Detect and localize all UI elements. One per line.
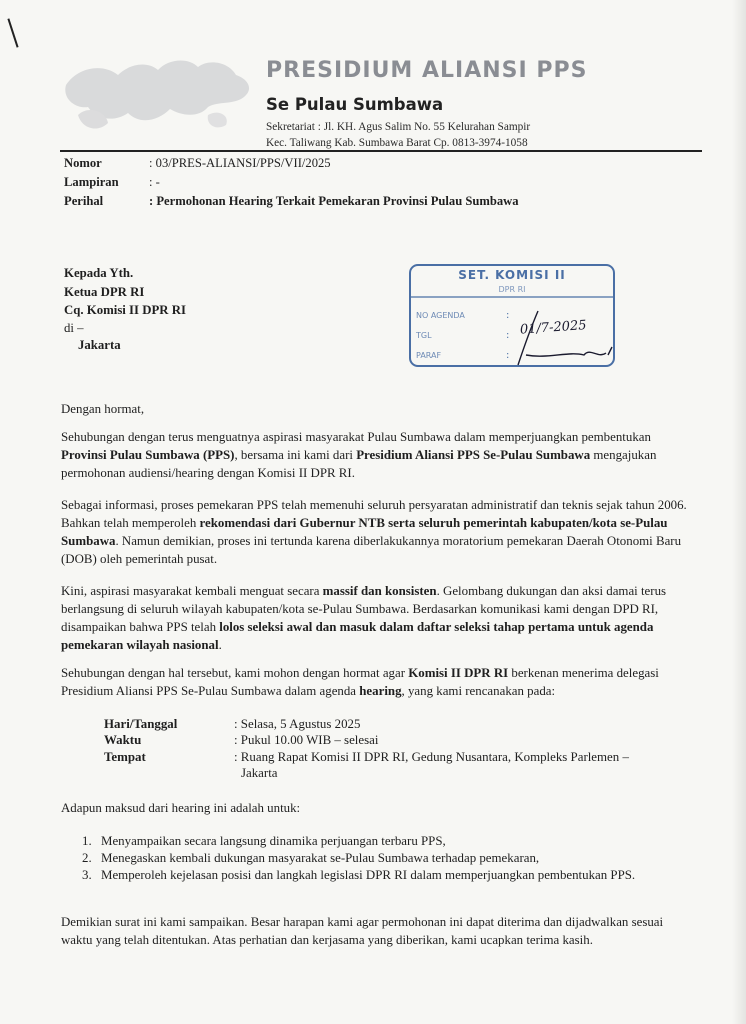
paragraph-1 (61, 428, 689, 482)
recipient-line-5: Jakarta (78, 338, 121, 352)
p3-text-e: . (218, 638, 222, 652)
time-label: Waktu (104, 733, 142, 747)
perihal-value: : Permohonan Hearing Terkait Pemekaran Provinsi Pulau Sumbawa (149, 194, 519, 208)
p4-text-e: , yang kami rencanakan pada: (401, 684, 556, 698)
p3-text-a: Kini, aspirasi masyarakat kembali menguat secara (61, 584, 323, 598)
place-value-continued: Jakarta (241, 766, 278, 780)
page-edge-shadow (732, 0, 746, 1024)
date-label: Hari/Tanggal (104, 717, 178, 731)
time-value: : Pukul 10.00 WIB – selesai (234, 733, 379, 747)
stamp-row3-label: PARAF (416, 351, 442, 360)
list-text: Menyampaikan secara langsung dinamika perjuangan terbaru PPS, (101, 834, 446, 848)
pen-mark (7, 18, 18, 47)
lampiran-value: : - (149, 175, 160, 189)
list-text: Menegaskan kembali dukungan masyarakat se-Pulau Sumbawa terhadap pemekaran, (101, 851, 540, 865)
stamp-row1-label: NO AGENDA (416, 311, 465, 320)
stamp-row2-colon: : (506, 330, 510, 341)
list-number: 2. (82, 851, 92, 865)
list-text: Memperoleh kejelasan posisi dan langkah legislasi DPR RI dalam memperjuangkan pembentukan PPS. (101, 868, 636, 882)
p1-text-e: mengajukan permohonan audiensi/hearing dengan Komisi II DPR RI. (61, 448, 657, 480)
recipient-line-1: Kepada Yth. (64, 266, 134, 280)
p1-bold-b: Provinsi Pulau Sumbawa (PPS) (61, 448, 235, 462)
p4-bold-b: Komisi II DPR RI (408, 666, 509, 680)
p3-text-c: . Gelombang dukungan dan aksi damai terus berlangsung di seluruh wilayah kabupaten/kota se-Pulau Sumbawa. Berdasarkan komunikasi kami dengan DPD RI, disampaikan bahwa PPS telah (61, 584, 667, 634)
greeting: Dengan hormat, (61, 402, 145, 416)
p4-bold-d: hearing (359, 684, 402, 698)
address-line-2: Kec. Taliwang Kab. Sumbawa Barat Cp. 0813-3974-1058 (266, 137, 528, 149)
paragraph-3 (61, 582, 689, 654)
meta-nomor (64, 156, 331, 171)
perihal-label: Perihal (64, 194, 104, 208)
p3-bold-d: lolos seleksi awal dan masuk dalam daftar seleksi tahap pertama untuk agenda pemekaran wilayah nasional (61, 620, 654, 652)
list-item (82, 867, 692, 884)
p2-text-a: Sebagai informasi, proses pemekaran PPS telah memenuhi seluruh persyaratan administratif dan teknis sejak tahun 2006. Bahkan telah memperoleh (61, 498, 687, 530)
p2-bold-b: rekomendasi dari Gubernur NTB serta seluruh pemerintah kabupaten/kota se-Pulau Sumbawa (61, 516, 668, 548)
p1-text-c: , bersama ini kami dari (234, 448, 357, 462)
recipient-line-4: di – (64, 321, 84, 335)
org-region: Se Pulau Sumbawa (266, 95, 444, 114)
purpose-list (82, 833, 692, 884)
p1-bold-d: Presidium Aliansi PPS Se-Pulau Sumbawa (356, 448, 591, 462)
p3-bold-b: massif dan konsisten (322, 584, 437, 598)
stamp-row1-colon: : (506, 310, 510, 321)
list-number: 3. (82, 868, 92, 882)
address-line-1: Sekretariat : Jl. KH. Agus Salim No. 55 Kelurahan Sampir (266, 121, 531, 133)
logo-island-small (208, 113, 227, 128)
list-number: 1. (82, 834, 92, 848)
island-map-logo (58, 45, 258, 140)
recipient-line-2: Ketua DPR RI (64, 285, 145, 299)
org-name: PRESIDIUM ALIANSI PPS (266, 58, 588, 83)
meta-perihal (64, 194, 519, 209)
list-item (82, 850, 692, 867)
place-label: Tempat (104, 750, 146, 764)
nomor-label: Nomor (64, 156, 102, 170)
stamp-title: SET. KOMISI II (458, 268, 566, 282)
nomor-value: : 03/PRES-ALIANSI/PPS/VII/2025 (149, 156, 331, 170)
list-item (82, 833, 692, 850)
place-value: : Ruang Rapat Komisi II DPR RI, Gedung Nusantara, Kompleks Parlemen – (234, 750, 629, 764)
meta-lampiran (64, 175, 160, 190)
p4-text-c: berkenan menerima delegasi Presidium Aliansi PPS Se-Pulau Sumbawa dalam agenda (61, 666, 659, 698)
letterhead-rule (60, 150, 702, 152)
stamp-row3-colon: : (506, 350, 510, 361)
stamp-row2-label: TGL (416, 331, 432, 340)
stamp-subtitle: DPR RI (498, 285, 526, 294)
recipient-line-3: Cq. Komisi II DPR RI (64, 303, 186, 317)
paragraph-2 (61, 496, 689, 568)
schedule-date (104, 717, 360, 732)
closing-paragraph: Demikian surat ini kami sampaikan. Besar harapan kami agar permohonan ini dapat diterima dan dijadwalkan sesuai waktu yang telah ditentukan. Atas perhatian dan kerjasama yang diberikan, kami ucapkan terima kasih. (61, 915, 664, 947)
paragraph-4 (61, 664, 689, 700)
p2-text-c: . Namun demikian, proses ini tertunda karena diberlakukannya moratorium pemekaran Daerah Otonomi Baru (DOB) oleh pemerintah pusat. (61, 534, 682, 566)
schedule-place (104, 750, 629, 765)
p4-text-a: Sehubungan dengan hal tersebut, kami mohon dengan hormat agar (61, 666, 409, 680)
receipt-stamp (408, 263, 616, 368)
date-value: : Selasa, 5 Agustus 2025 (234, 717, 361, 731)
lampiran-label: Lampiran (64, 175, 119, 189)
purpose-intro: Adapun maksud dari hearing ini adalah untuk: (61, 801, 301, 815)
schedule-time (104, 733, 378, 748)
stamp-handwritten-date: 01/7-2025 (519, 318, 588, 338)
p1-text-a: Sehubungan dengan terus menguatnya aspirasi masyarakat Pulau Sumbawa dalam memperjuangkan pembentukan (61, 430, 651, 444)
